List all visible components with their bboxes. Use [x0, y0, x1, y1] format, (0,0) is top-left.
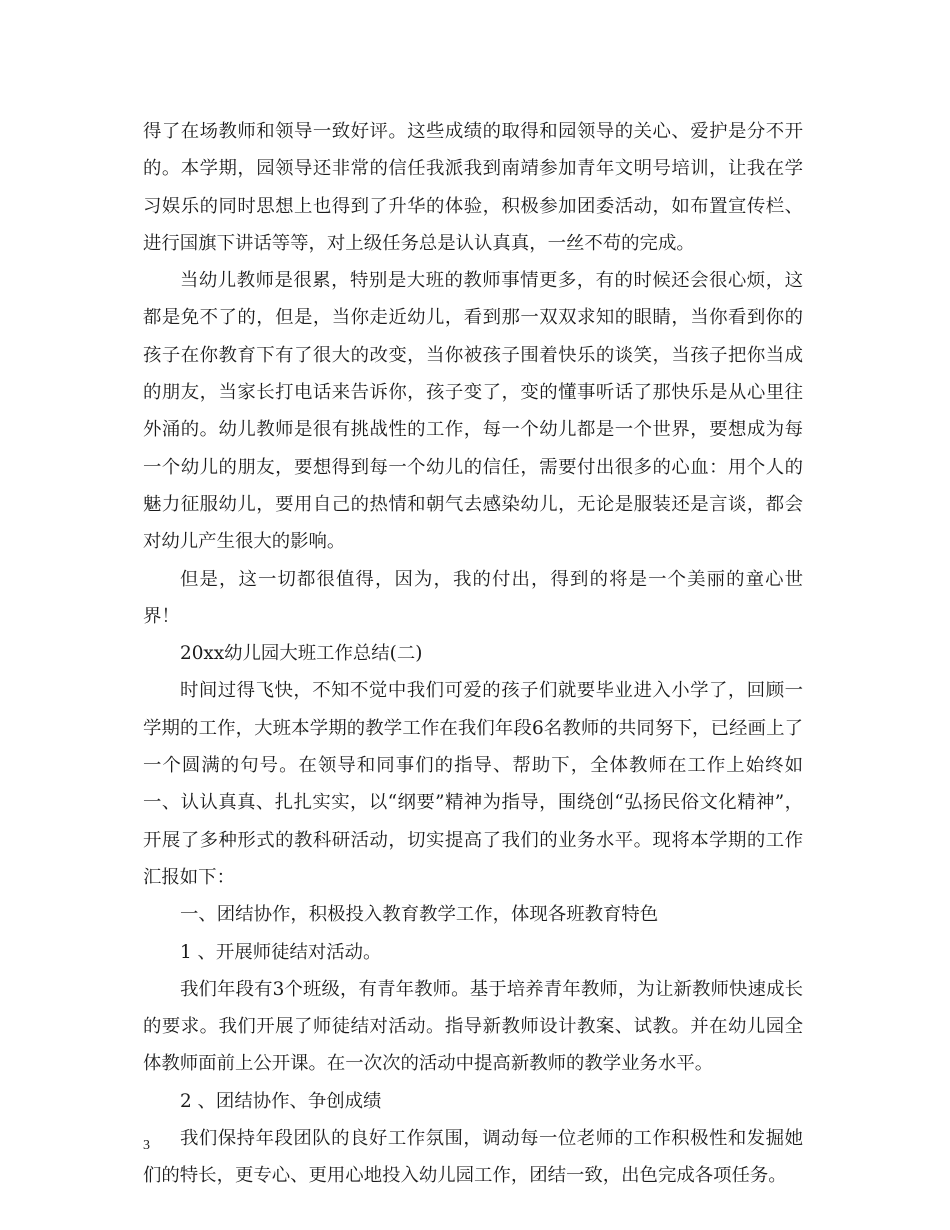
paragraph-worth-it: 但是，这一切都很值得，因为，我的付出，得到的将是一个美丽的童心世界！ [143, 568, 803, 627]
paragraph-teacher-hardship: 当幼儿教师是很累，特别是大班的教师事情更多，有的时候还会很心烦，这都是免不了的，但是，当你走近幼儿，看到那一双双求知的眼睛，当你看到你的孩子在你教育下有了很大的改变，当你被孩子围着快乐的谈笑，当孩子把你当成的朋友，当家长打电话来告诉你，孩子变了，变的懂事听话了那快乐是从心里往外涌的。幼儿教师是很有挑战性的工作，每一个幼儿都是一个世界，要想成为每一个幼儿的朋友，要想得到每一个幼儿的信任，需要付出很多的心血：用个人的魅力征服幼儿，要用自己的热情和朝气去感染幼儿，无论是服装还是言谈，都会对幼儿产生很大的影响。 [143, 270, 803, 553]
paragraph-continued: 得了在场教师和领导一致好评。这些成绩的取得和园领导的关心、爱护是分不开的。本学期，园领导还非常的信任我派我到南靖参加青年文明号培训，让我在学习娱乐的同时思想上也得到了升华的体验，积极参加团委活动，如布置宣传栏、进行国旗下讲话等等，对上级任务总是认认真真，一丝不苟的完成。 [143, 121, 803, 254]
page-number: 3 [143, 1138, 150, 1153]
paragraph-teamwork: 我们保持年段团队的良好工作氛围，调动每一位老师的工作积极性和发掘她们的特长，更专心、更用心地投入幼儿园工作，团结一致，出色完成各项任务。 [143, 1128, 803, 1187]
paragraph-mentoring: 我们年段有3个班级，有青年教师。基于培养青年教师，为让新教师快速成长的要求。我们开展了师徒结对活动。指导新教师设计教案、试教。并在幼儿园全体教师面前上公开课。在一次次的活动中提高新教师的教学业务水平。 [143, 978, 803, 1075]
document-body [143, 113, 803, 1195]
subheading-mentoring: 1 、开展师徒结对活动。 [180, 941, 382, 963]
heading-unity-cooperation: 一、团结协作，积极投入教育教学工作，体现各班教育特色 [180, 904, 659, 926]
section-title: 20xx幼儿园大班工作总结(二) [180, 643, 423, 665]
subheading-teamwork: 2 、团结协作、争创成绩 [180, 1090, 382, 1112]
paragraph-intro: 时间过得飞快，不知不觉中我们可爱的孩子们就要毕业进入小学了，回顾一学期的工作，大班本学期的教学工作在我们年段6名教师的共同努下，已经画上了一个圆满的句号。在领导和同事们的指导、帮助下，全体教师在工作上始终如一、认认真真、扎扎实实，以“纲要”精神为指导，围绕创“弘扬民俗文化精神”，开展了多种形式的教科研活动，切实提高了我们的业务水平。现将本学期的工作汇报如下： [143, 680, 803, 888]
